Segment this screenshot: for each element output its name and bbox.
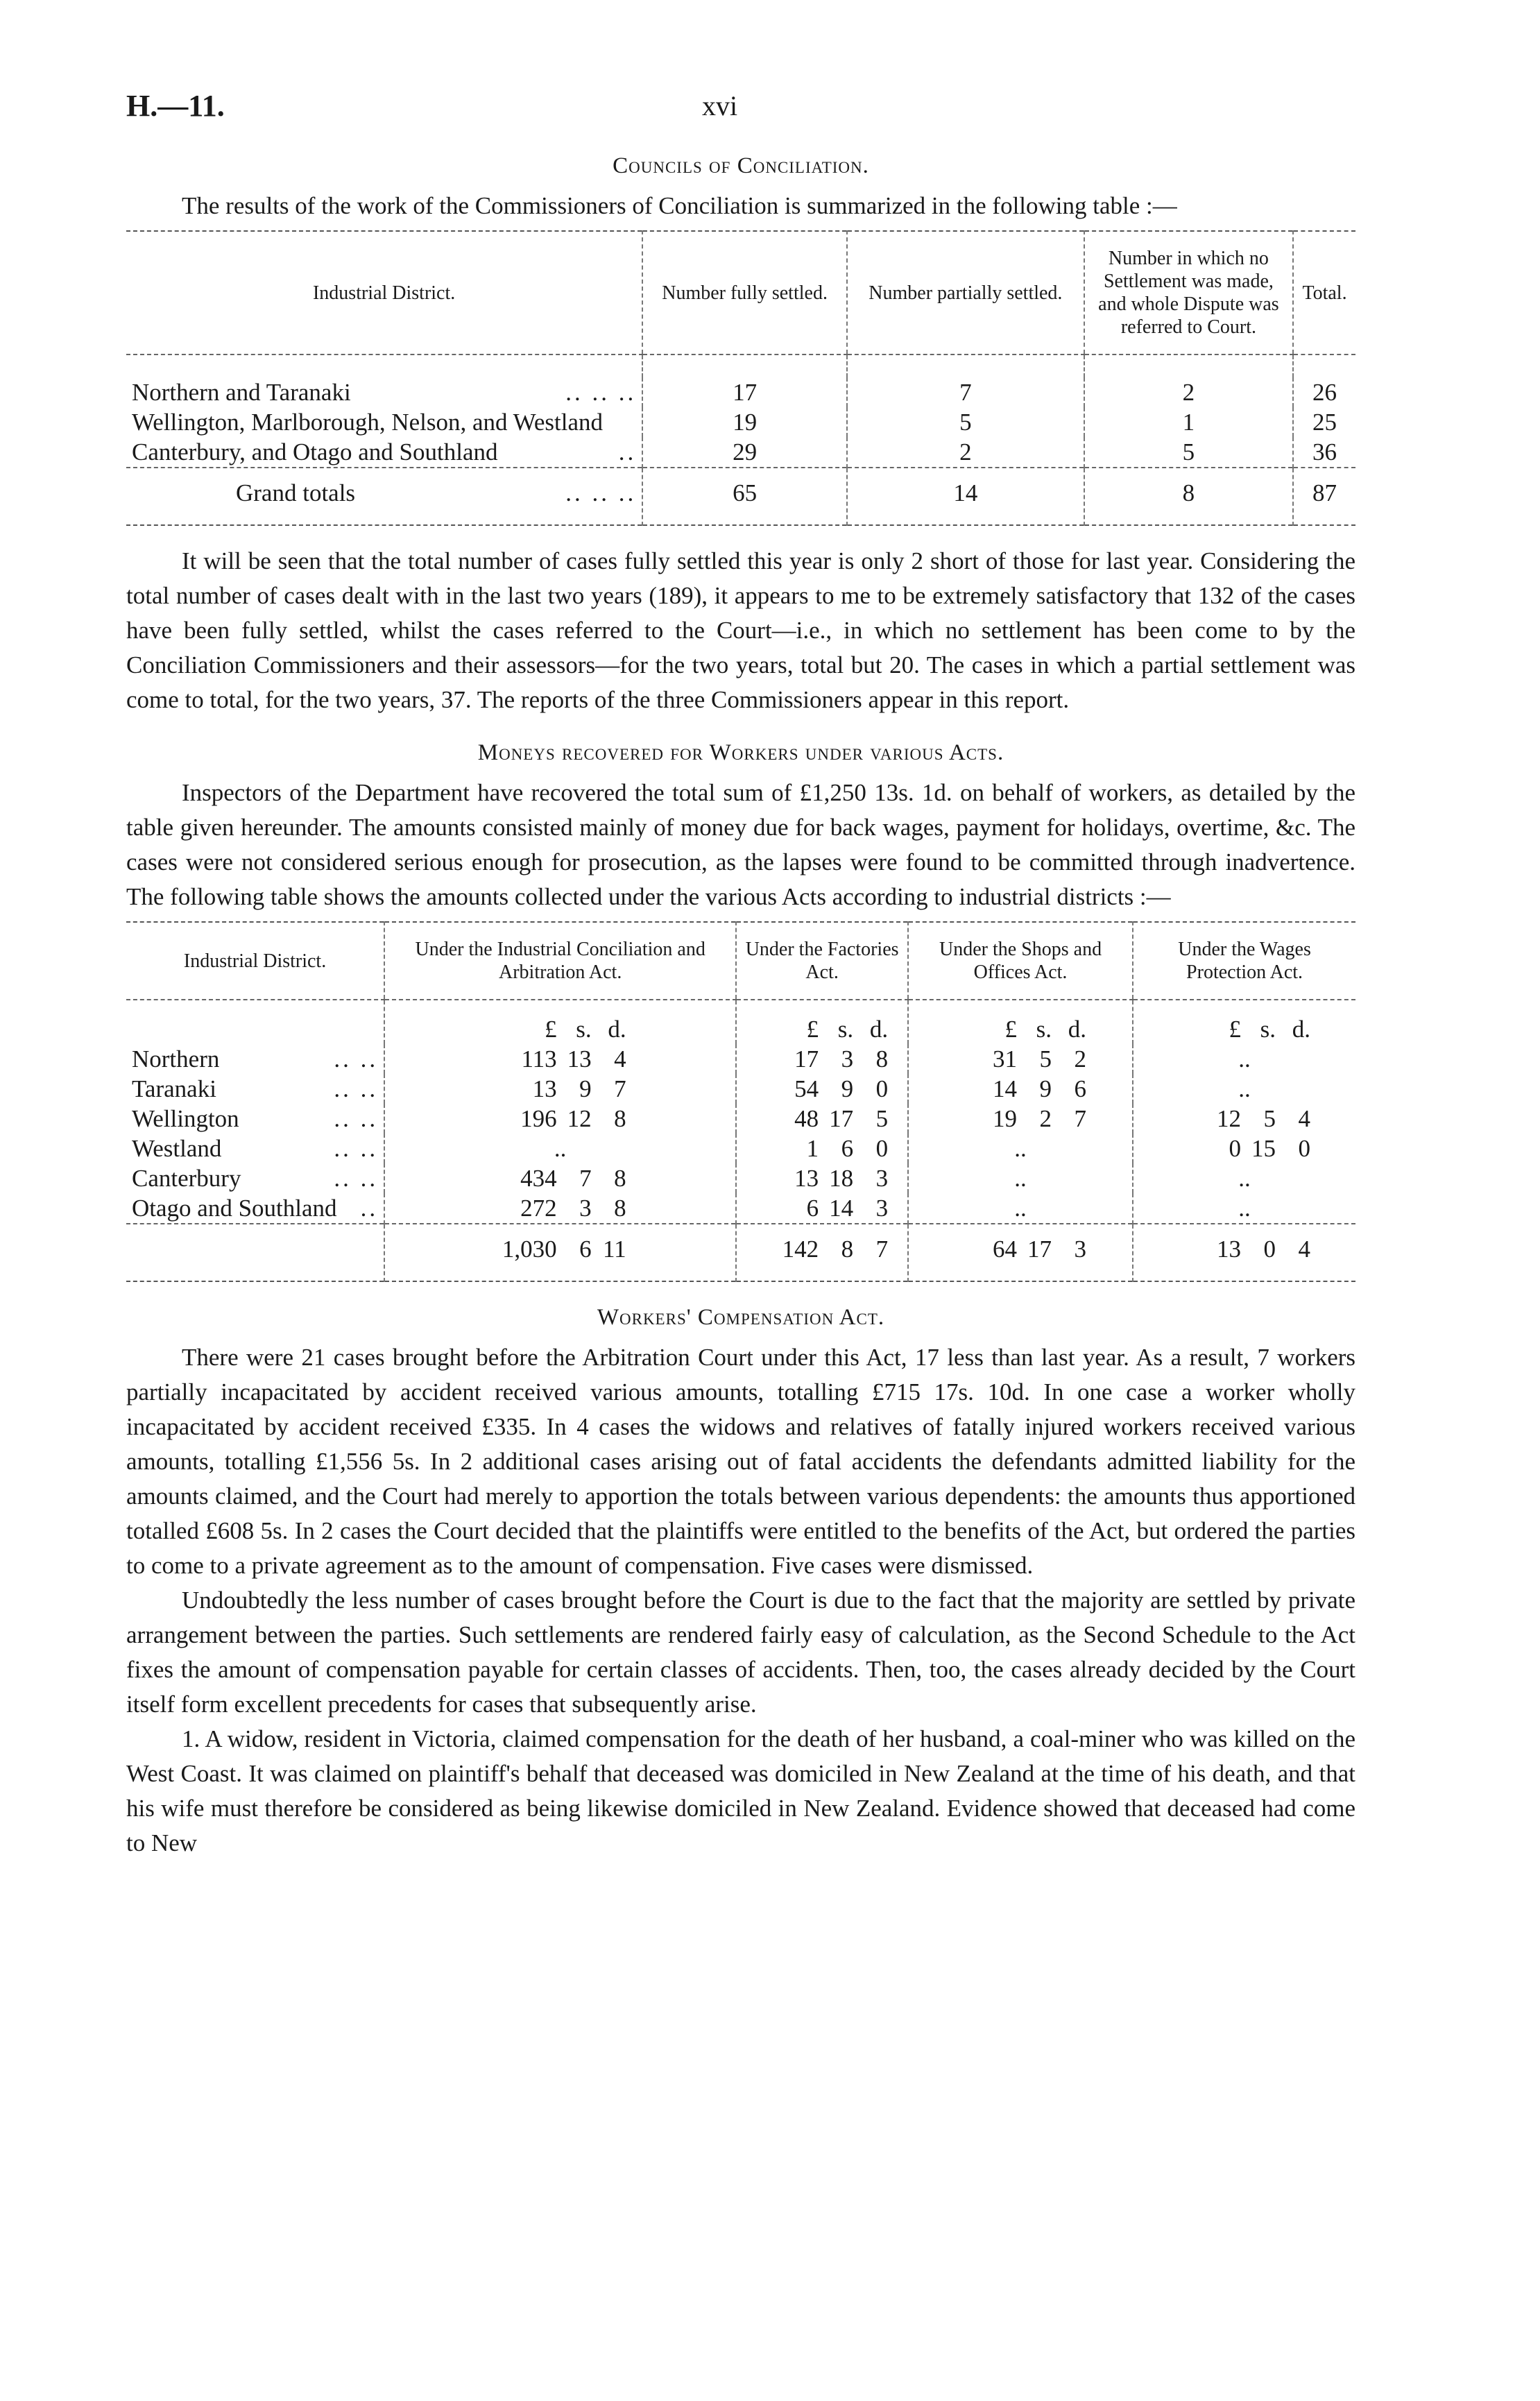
column-header: Number fully settled. [642, 231, 847, 354]
amount-shillings: 18 [829, 1165, 854, 1192]
amount-shillings: 9 [579, 1075, 592, 1102]
amount-pounds: 434 [520, 1165, 557, 1192]
amount-cell [1133, 1104, 1355, 1134]
amount-shillings: 8 [841, 1236, 854, 1263]
compensation-paragraph: Undoubtedly the less number of cases brought before the Court is due to the fact that the majority are settled by private arrangement between the parties. Such settlements are rendered fairly easy of calculation, as the Second Schedule to the Act fixes the amount of compensation payable for certain classes of accidents. Then, too, the cases already decided by the Court itself form excellent precedents for cases that subsequently arise. [126, 1587, 1355, 1718]
amount-pounds: £ [1229, 1016, 1242, 1043]
amount-pence: 5 [875, 1105, 889, 1132]
table-row [126, 377, 1355, 407]
district-name: Otago and Southland [132, 1195, 337, 1222]
amount-shillings: 15 [1251, 1135, 1276, 1162]
column-header: Under the Factories Act. [736, 922, 908, 1000]
amount-cell [908, 1044, 1133, 1074]
table-row [126, 1163, 1355, 1193]
moneys-paragraph: Inspectors of the Department have recovered the total sum of £1,250 13s. 1d. on behalf of workers, as detailed by the table given hereunder. The amounts consisted mainly of money due for back wages, payment for holidays, overtime, &c. The cases were not considered serious enough for prosecution, as the lapses were found to be committed through inadvertence. The following table shows the amounts collected under the various Acts according to industrial districts :— [126, 779, 1355, 910]
nil-value: .. [1238, 1195, 1251, 1222]
amount-cell [1133, 1193, 1355, 1224]
amount-pounds: 48 [794, 1105, 819, 1132]
amount-cell [384, 1044, 736, 1074]
value-cell: 2 [1084, 377, 1293, 407]
value-cell: 29 [642, 437, 847, 468]
amount-pounds: 0 [1229, 1135, 1242, 1162]
amount-pence: 3 [875, 1165, 889, 1192]
amount-shillings: 7 [579, 1165, 592, 1192]
amount-shillings: 0 [1263, 1236, 1276, 1263]
nil-value: .. [1238, 1075, 1251, 1102]
value-cell: 7 [847, 377, 1084, 407]
table-row [126, 1193, 1355, 1224]
amount-shillings: 9 [1039, 1075, 1052, 1102]
amount-pounds: 12 [1217, 1105, 1242, 1132]
table-row [126, 1074, 1355, 1104]
amount-shillings: s. [837, 1016, 854, 1043]
column-header: Under the Shops and Offices Act. [908, 922, 1133, 1000]
value-cell: 36 [1293, 437, 1355, 468]
conciliation-summary-paragraph: It will be seen that the total number of cases fully settled this year is only 2 short of those for last year. Considering the total number of cases dealt with in the last two years (189), it appears to me to be extremely satisfactory that 132 of the cases have been fully settled, whilst the cases referred to the Court—i.e., in which no settlement has been come to by the Conciliation Commissioners and their assessors—for the two years, total but 20. The cases in which a partial settlement was come to total, for the two years, 37. The reports of the three Commissioners appear in this report. [126, 547, 1355, 713]
district-name: Northern and Taranaki [132, 379, 351, 406]
amount-pounds: 1,030 [502, 1236, 557, 1263]
spacer-cell [847, 354, 1084, 377]
amount-shillings: s. [576, 1016, 592, 1043]
compensation-paragraph: There were 21 cases brought before the Arbitration Court under this Act, 17 less than last year. As a result, 7 workers partially incapacitated by accident received various amounts, totalling £715 17s. 10d. In one case a worker wholly incapacitated by accident received £335. In 4 cases the widows and relatives of fatally injured workers received various amounts, totalling £1,556 5s. In 2 additional cases arising out of fatal accidents the defendants admitted liability for the amounts claimed, and the Court had merely to apportion the totals between various dependents: the amounts thus apportioned totalled £608 5s. In 2 cases the Court decided that the plaintiffs were entitled to the benefits of the Act, but ordered the parties to come to a private agreement as to the amount of compensation. Five cases were dismissed. [126, 1344, 1355, 1579]
amount-shillings: 17 [829, 1105, 854, 1132]
amount-shillings: 6 [579, 1236, 592, 1263]
amount-pounds: 142 [782, 1236, 819, 1263]
amount-pounds: £ [806, 1016, 819, 1043]
amount-pence: d. [1068, 1016, 1087, 1043]
nil-value: .. [1014, 1165, 1027, 1192]
amount-shillings: 3 [579, 1195, 592, 1222]
spacer-row [126, 354, 1355, 377]
value-cell: 5 [847, 407, 1084, 437]
value-cell: 17 [642, 377, 847, 407]
value-cell: 2 [847, 437, 1084, 468]
amount-pounds: 6 [806, 1195, 819, 1222]
spacer-cell [642, 354, 847, 377]
district-cell [126, 1134, 384, 1163]
value-cell: 5 [1084, 437, 1293, 468]
district-cell [126, 468, 642, 525]
district-name: Wellington [132, 1105, 239, 1132]
value-cell: 87 [1293, 468, 1355, 525]
amount-shillings: s. [1260, 1016, 1276, 1043]
amount-shillings: 14 [829, 1195, 854, 1222]
page-header [126, 89, 1355, 130]
amount-cell [736, 1193, 908, 1224]
nil-value: .. [1238, 1165, 1251, 1192]
amount-shillings: 5 [1039, 1045, 1052, 1073]
amount-pence: 0 [875, 1075, 889, 1102]
nil-value: .. [1014, 1135, 1027, 1162]
column-header: Number in which no Settlement was made, and whole Dispute was referred to Court. [1084, 231, 1293, 354]
amount-shillings: 9 [841, 1075, 854, 1102]
amount-pounds: 196 [520, 1105, 557, 1132]
amount-pence: 4 [1298, 1105, 1311, 1132]
spacer-cell [126, 1000, 384, 1044]
district-name: Wellington, Marlborough, Nelson, and Westland [132, 409, 604, 436]
column-header: Industrial District. [126, 922, 384, 1000]
amount-pence: 4 [1298, 1236, 1311, 1263]
column-header: Under the Industrial Conciliation and Arbitration Act. [384, 922, 736, 1000]
amount-pence: 8 [614, 1165, 626, 1192]
amount-pence: 7 [1074, 1105, 1087, 1132]
total-amount-cell [1133, 1224, 1355, 1281]
table-row [126, 1044, 1355, 1074]
amount-cell [1133, 1163, 1355, 1193]
amount-pounds: 14 [993, 1075, 1018, 1102]
amount-cell [908, 1193, 1133, 1224]
district-cell [126, 377, 642, 407]
amount-pence: 0 [875, 1135, 889, 1162]
amount-cell [736, 1074, 908, 1104]
column-header: Under the Wages Protection Act. [1133, 922, 1355, 1000]
amount-pence: 2 [1074, 1045, 1087, 1073]
amount-shillings: 12 [567, 1105, 592, 1132]
amount-cell [1133, 1074, 1355, 1104]
column-header: Industrial District. [126, 231, 642, 354]
compensation-case-paragraph: 1. A widow, resident in Victoria, claimed compensation for the death of her husband, a coal-miner who was killed on the West Coast. It was claimed on plaintiff's behalf that deceased was domiciled in New Zealand at the time of his death, and that his wife must therefore be considered as being likewise domiciled in New Zealand. Evidence showed that deceased had come to New [126, 1725, 1355, 1856]
spacer-cell [126, 354, 642, 377]
units-cell [908, 1000, 1133, 1044]
district-cell [126, 1044, 384, 1074]
district-name: Canterbury, and Otago and Southland [132, 438, 498, 465]
amount-pence: 8 [875, 1045, 889, 1073]
district-cell [126, 407, 642, 437]
amount-pounds: 272 [520, 1195, 557, 1222]
table-row [126, 1134, 1355, 1163]
amount-pounds: 54 [794, 1075, 819, 1102]
amount-pence: 8 [614, 1105, 626, 1132]
amount-pence: 6 [1074, 1075, 1087, 1102]
amount-cell [1133, 1134, 1355, 1163]
amount-shillings: 2 [1039, 1105, 1052, 1132]
units-cell [736, 1000, 908, 1044]
document-page [126, 89, 1355, 1861]
leader-dots: .. [618, 438, 637, 465]
amount-cell [908, 1134, 1133, 1163]
amount-pounds: 1 [806, 1135, 819, 1162]
amount-pounds: 17 [794, 1045, 819, 1073]
leader-dots: .. .. [334, 1045, 379, 1073]
totals-row [126, 1224, 1355, 1281]
amount-pence: d. [1292, 1016, 1311, 1043]
amount-pence: 3 [875, 1195, 889, 1222]
leader-dots: .. .. [334, 1135, 379, 1162]
value-cell: 8 [1084, 468, 1293, 525]
district-cell [126, 1074, 384, 1104]
spacer-cell [1084, 354, 1293, 377]
district-name: Grand totals [236, 479, 356, 506]
units-cell [384, 1000, 736, 1044]
total-amount-cell [736, 1224, 908, 1281]
amount-pounds: 19 [993, 1105, 1018, 1132]
table-row [126, 1104, 1355, 1134]
amount-pence: 3 [1074, 1236, 1087, 1263]
leader-dots: .. .. .. [565, 379, 637, 406]
spacer-cell [126, 1224, 384, 1281]
amount-cell [736, 1044, 908, 1074]
table-row [126, 437, 1355, 468]
amount-cell [908, 1074, 1133, 1104]
amount-shillings: 17 [1027, 1236, 1052, 1263]
district-cell [126, 437, 642, 468]
amount-pence: 8 [614, 1195, 626, 1222]
amount-cell [1133, 1044, 1355, 1074]
amount-cell [384, 1193, 736, 1224]
amount-cell [384, 1074, 736, 1104]
value-cell: 26 [1293, 377, 1355, 407]
section-heading-workers-compensation: Workers' Compensation Act. [597, 1305, 885, 1330]
nil-value: .. [1014, 1195, 1027, 1222]
value-cell: 14 [847, 468, 1084, 525]
amount-pounds: £ [545, 1016, 557, 1043]
leader-dots: .. [360, 1195, 379, 1222]
amount-shillings: s. [1036, 1016, 1052, 1043]
leader-dots: .. .. [334, 1075, 379, 1102]
value-cell: 25 [1293, 407, 1355, 437]
amount-pounds: 31 [993, 1045, 1018, 1073]
amount-cell [384, 1163, 736, 1193]
district-name: Northern [132, 1045, 220, 1073]
amount-cell [736, 1134, 908, 1163]
amount-pounds: 13 [532, 1075, 557, 1102]
amount-pence: 11 [602, 1236, 626, 1263]
leader-dots: .. .. [334, 1165, 379, 1192]
value-cell: 19 [642, 407, 847, 437]
spacer-cell [1293, 354, 1355, 377]
section-heading-councils: Councils of Conciliation. [613, 153, 869, 178]
amount-cell [908, 1163, 1133, 1193]
amount-pounds: 13 [794, 1165, 819, 1192]
totals-row [126, 468, 1355, 525]
district-cell [126, 1104, 384, 1134]
amount-cell [736, 1163, 908, 1193]
amount-pence: d. [869, 1016, 889, 1043]
district-name: Westland [132, 1135, 222, 1162]
amount-cell [908, 1104, 1133, 1134]
amount-shillings: 3 [841, 1045, 854, 1073]
amount-pence: d. [608, 1016, 626, 1043]
amount-cell [384, 1104, 736, 1134]
nil-value: .. [554, 1135, 567, 1162]
amount-pence: 7 [875, 1236, 889, 1263]
leader-dots: .. .. [334, 1105, 379, 1132]
amount-shillings: 6 [841, 1135, 854, 1162]
amount-pence: 7 [614, 1075, 626, 1102]
page-number: xvi [702, 90, 738, 121]
amount-pounds: 64 [993, 1236, 1018, 1263]
conciliation-table [126, 230, 1355, 526]
amount-pence: 4 [614, 1045, 626, 1073]
section-heading-moneys: Moneys recovered for Workers under various Acts. [477, 740, 1004, 765]
column-header: Number partially settled. [847, 231, 1084, 354]
amount-pounds: 113 [521, 1045, 557, 1073]
moneys-recovered-table [126, 921, 1355, 1282]
units-row [126, 1000, 1355, 1044]
amount-pounds: £ [1004, 1016, 1018, 1043]
value-cell: 1 [1084, 407, 1293, 437]
document-reference: H.—11. [126, 89, 225, 123]
district-cell [126, 1163, 384, 1193]
amount-pence: 0 [1298, 1135, 1311, 1162]
units-cell [1133, 1000, 1355, 1044]
total-amount-cell [384, 1224, 736, 1281]
district-name: Canterbury [132, 1165, 241, 1192]
leader-dots: .. .. .. [565, 479, 637, 506]
amount-shillings: 13 [567, 1045, 592, 1073]
amount-cell [384, 1134, 736, 1163]
district-cell [126, 1193, 384, 1224]
nil-value: .. [1238, 1045, 1251, 1073]
amount-cell [736, 1104, 908, 1134]
total-amount-cell [908, 1224, 1133, 1281]
value-cell: 65 [642, 468, 847, 525]
column-header: Total. [1293, 231, 1355, 354]
table-row [126, 407, 1355, 437]
amount-pounds: 13 [1217, 1236, 1242, 1263]
district-name: Taranaki [132, 1075, 216, 1102]
section-intro: The results of the work of the Commissioners of Conciliation is summarized in the following table :— [182, 192, 1177, 219]
amount-shillings: 5 [1263, 1105, 1276, 1132]
